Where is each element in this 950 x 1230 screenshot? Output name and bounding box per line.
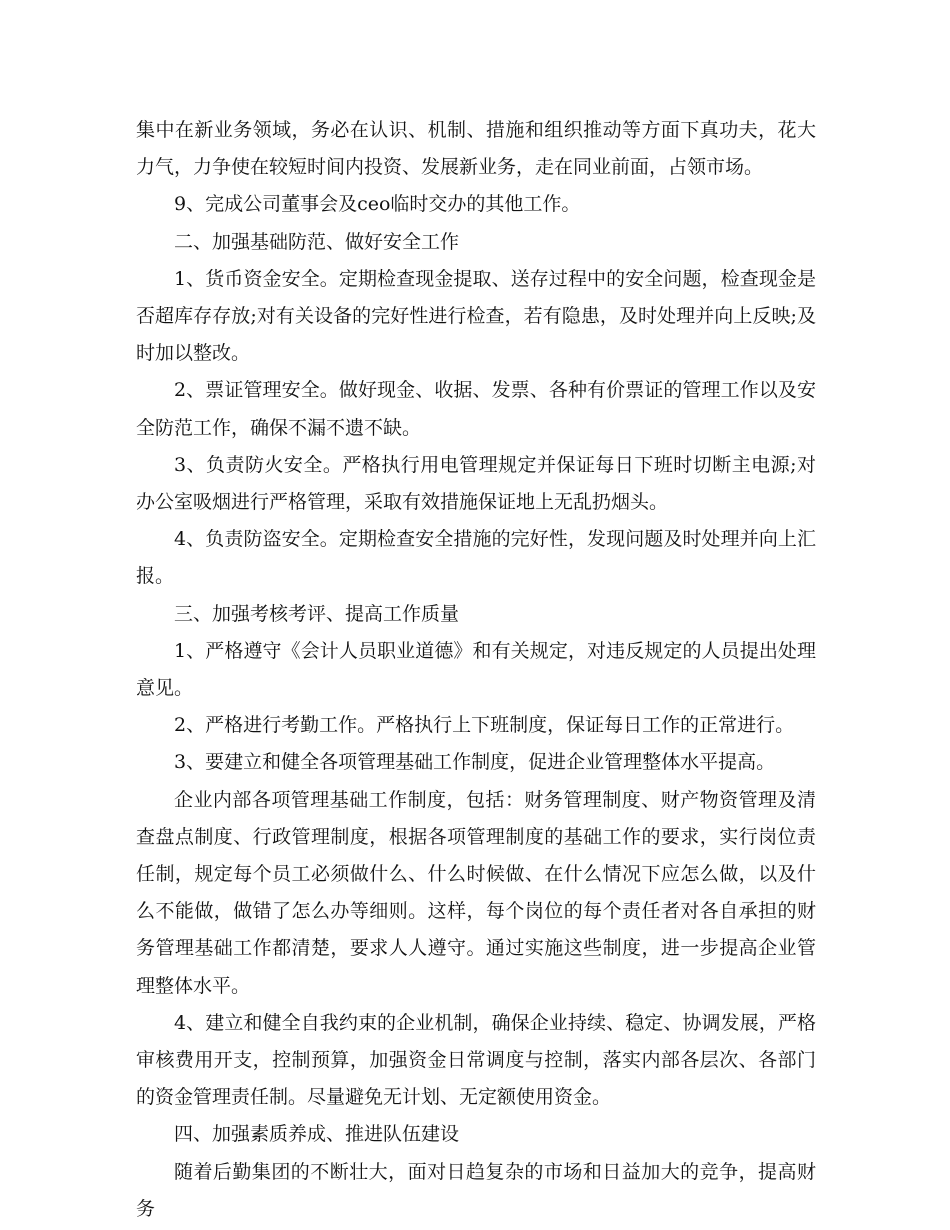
paragraph-5: 2、票证管理安全。做好现金、收据、发票、各种有价票证的管理工作以及安全防范工作，确保不漏不遗不缺。 [136,379,816,439]
section-heading-4: 四、加强素质养成、推进队伍建设 [174,1123,460,1146]
section-heading-2: 二、加强基础防范、做好安全工作 [174,230,460,253]
paragraph-6: 3、负责防火安全。严格执行用电管理规定并保证每日下班时切断主电源;对办公室吸烟进行严格管理，采取有效措施保证地上无乱扔烟头。 [136,453,816,514]
paragraph-13: 4、建立和健全自我约束的企业机制，确保企业持续、稳定、协调发展，严格审核费用开支，控制预算，加强资金日常调度与控制，落实内部各层次、各部门的资金管理责任制。尽量避免无计划、无定额使用资金。 [136,1011,816,1109]
document-body [136,112,816,1228]
paragraph-1: 集中在新业务领域，务必在认识、机制、措施和组织推动等方面下真功夫，花大力气，力争使在较短时间内投资、发展新业务，走在同业前面，占领市场。 [136,119,816,179]
section-heading-3: 三、加强考核考评、提高工作质量 [174,602,460,625]
paragraph-11: 3、要建立和健全各项管理基础工作制度，促进企业管理整体水平提高。 [174,751,776,774]
paragraph-4: 1、货币资金安全。定期检查现金提取、送存过程中的安全问题，检查现金是否超库存存放;对有关设备的完好性进行检查，若有隐患，及时处理并向上反映;及时加以整改。 [136,267,816,365]
paragraph-12: 企业内部各项管理基础工作制度，包括：财务管理制度、财产物资管理及清查盘点制度、行政管理制度，根据各项管理制度的基础工作的要求，实行岗位责任制，规定每个员工必须做什么、什么时候做、在什么情况下应怎么做，以及什么不能做，做错了怎么办等细则。这样，每个岗位的每个责任者对各自承担的财务管理基础工作都清楚，要求人人遵守。通过实施这些制度，进一步提高企业管理整体水平。 [136,788,816,997]
paragraph-15: 随着后勤集团的不断壮大，面对日趋复杂的市场和日益加大的竞争，提高财务 [136,1160,816,1220]
paragraph-7: 4、负责防盗安全。定期检查安全措施的完好性，发现问题及时处理并向上汇报。 [136,528,816,588]
paragraph-10: 2、严格进行考勤工作。严格执行上下班制度，保证每日工作的正常进行。 [174,714,795,737]
paragraph-2: 9、完成公司董事会及ceo临时交办的其他工作。 [174,193,581,216]
paragraph-9: 1、严格遵守《会计人员职业道德》和有关规定，对违反规定的人员提出处理意见。 [136,639,816,700]
